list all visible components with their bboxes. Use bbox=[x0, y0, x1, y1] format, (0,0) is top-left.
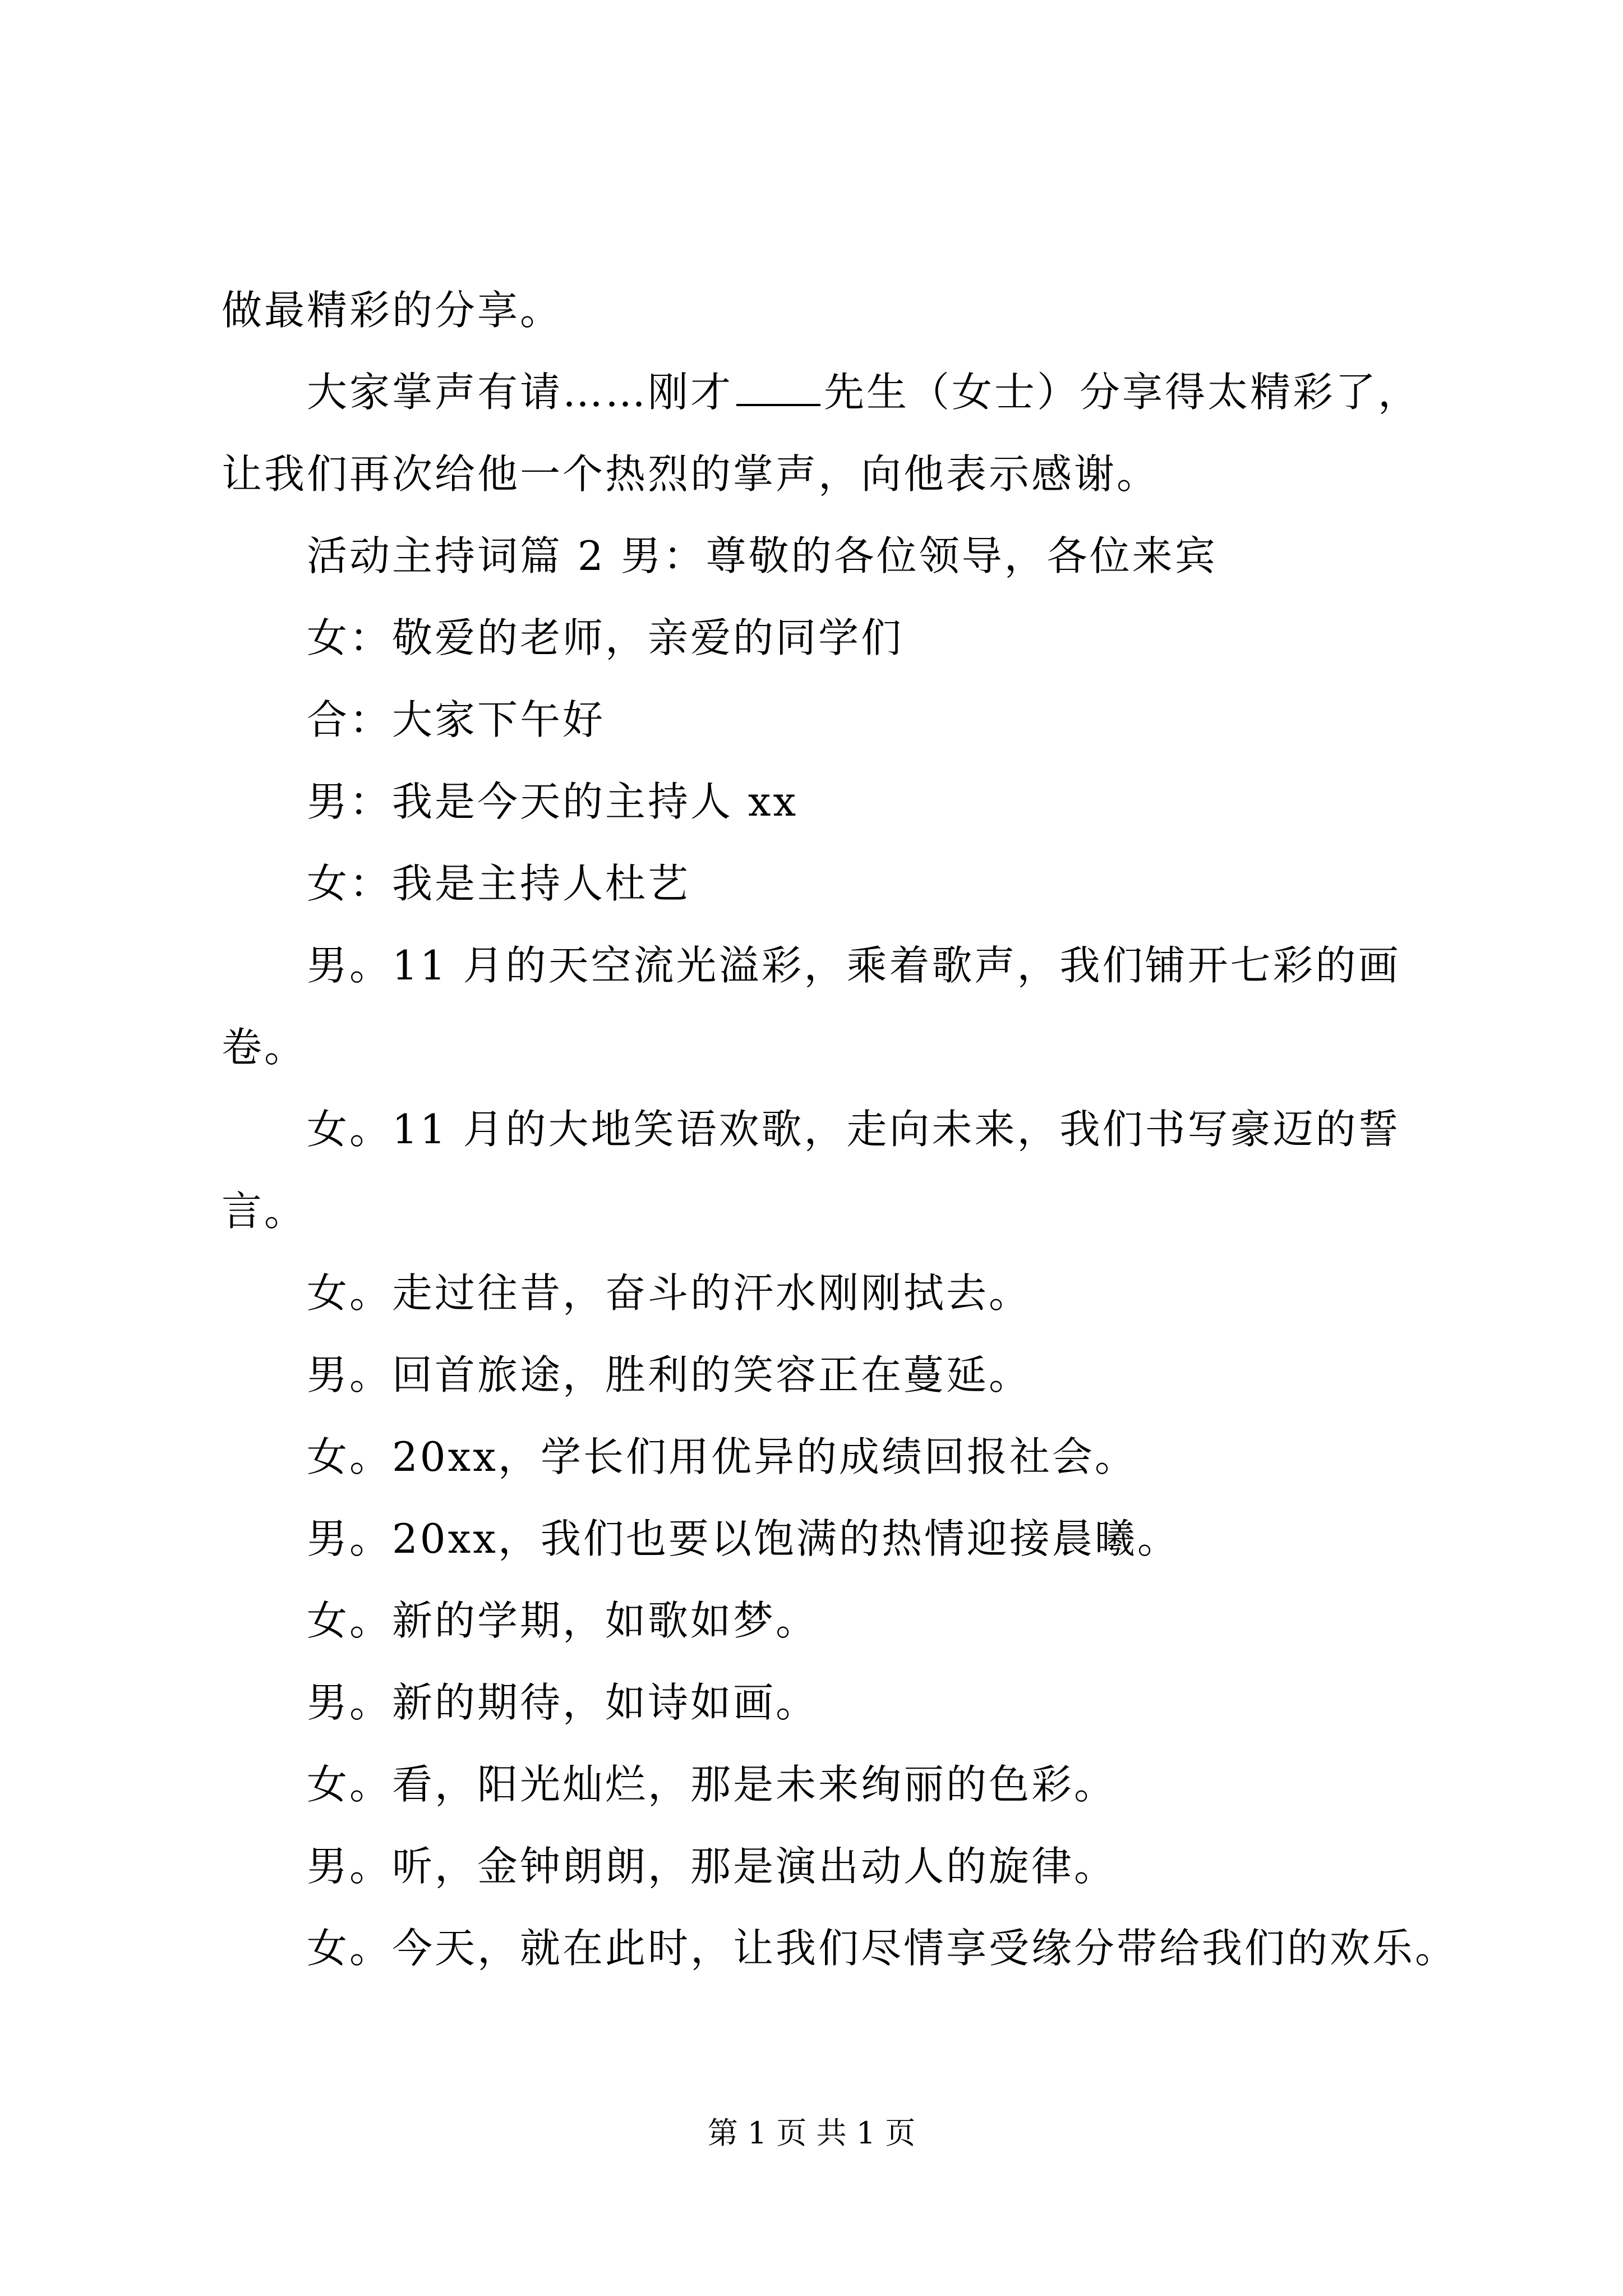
text-line: 让我们再次给他一个热烈的掌声，向他表示感谢。 bbox=[222, 450, 1160, 498]
document-body bbox=[222, 269, 1458, 1989]
text-line: 女。走过往昔，奋斗的汗水刚刚拭去。 bbox=[307, 1269, 1032, 1317]
text-line: 活动主持词篇 2 男：尊敬的各位领导，各位来宾 bbox=[307, 532, 1218, 579]
text-line: 言。 bbox=[222, 1188, 307, 1235]
text-line: 女：我是主持人杜艺 bbox=[307, 860, 691, 907]
text-line: 男。20xx，我们也要以饱满的热情迎接晨曦。 bbox=[307, 1515, 1180, 1562]
text-line: 女。20xx，学长们用优异的成绩回报社会。 bbox=[307, 1433, 1137, 1480]
text-line bbox=[222, 351, 1436, 433]
text-line: 女。11 月的大地笑语欢歌，走向未来，我们书写豪迈的誓 bbox=[307, 1106, 1401, 1153]
text-segment: 大家掌声有请……刚才 bbox=[307, 369, 734, 416]
page-footer: 第 1 页 共 1 页 bbox=[707, 2115, 916, 2151]
text-line: 男。新的期待，如诗如画。 bbox=[307, 1679, 819, 1726]
fill-in-blank bbox=[736, 370, 820, 406]
text-segment: 先生（女士）分享得太精彩了， bbox=[824, 369, 1421, 416]
text-line: 男。回首旅途，胜利的笑容正在蔓延。 bbox=[307, 1351, 1032, 1398]
text-line: 女。新的学期，如歌如梦。 bbox=[307, 1597, 819, 1644]
text-line: 女：敬爱的老师，亲爱的同学们 bbox=[307, 614, 904, 661]
text-line: 男。听，金钟朗朗，那是演出动人的旋律。 bbox=[307, 1843, 1117, 1890]
text-line: 做最精彩的分享。 bbox=[222, 287, 563, 334]
text-line: 男：我是今天的主持人 xx bbox=[307, 778, 799, 825]
text-line: 女。看，阳光灿烂，那是未来绚丽的色彩。 bbox=[307, 1761, 1117, 1808]
text-line: 卷。 bbox=[222, 1024, 307, 1071]
text-line: 女。今天，就在此时，让我们尽情享受缘分带给我们的欢乐。 bbox=[307, 1925, 1458, 1972]
text-line: 男。11 月的天空流光溢彩，乘着歌声，我们铺开七彩的画 bbox=[307, 942, 1401, 989]
text-line: 合：大家下午好 bbox=[307, 696, 606, 743]
